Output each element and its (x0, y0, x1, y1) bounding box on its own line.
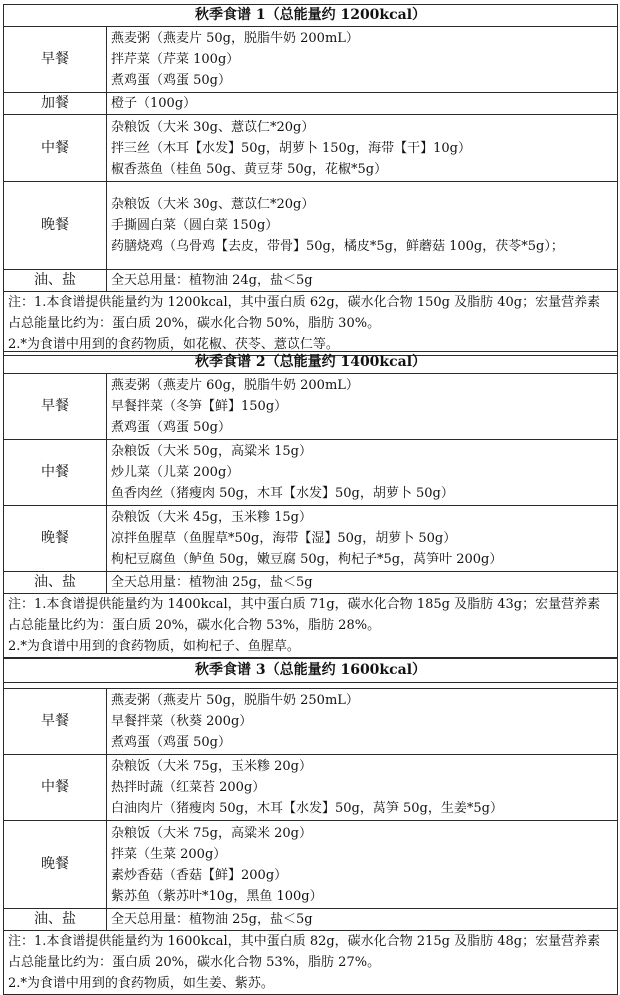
notes-row (4, 594, 618, 658)
meal-row-breakfast (4, 689, 618, 755)
meal-row-breakfast (4, 27, 618, 93)
meal-row-oil-salt (4, 572, 618, 594)
meal-row-oil-salt (4, 909, 618, 931)
meal-item: 枸杞豆腐鱼（鲈鱼 50g，嫩豆腐 50g，枸杞子*5g，莴笋叶 200g） (111, 552, 503, 567)
menu-table-3 (3, 658, 618, 995)
meal-item: 煮鸡蛋（鸡蛋 50g） (111, 73, 231, 88)
meal-item: 炒儿菜（儿菜 200g） (111, 465, 240, 480)
meal-item: 杂粮饭（大米 50g，高粱米 15g） (111, 444, 312, 459)
meal-items (107, 572, 618, 594)
meal-row-lunch (4, 755, 618, 821)
meal-item: 椒香蒸鱼（桂鱼 50g、黄豆芽 50g，花椒*5g） (111, 161, 388, 177)
meal-name: 晚餐 (4, 821, 107, 909)
meal-items (107, 755, 618, 821)
menu-table-2 (3, 351, 618, 658)
meal-item: 杂粮饭（大米 30g、薏苡仁*20g） (111, 197, 315, 212)
meal-name: 油、盐 (4, 572, 107, 594)
menu-title-row (4, 5, 618, 27)
note-line: 注：1.本食谱提供能量约为 1600kcal，其中蛋白质 82g，碳水化合物 215g 及脂肪 48g；宏量营养素占总能量比约为：蛋白质 20%，碳水化合物 53%，脂肪 27%。 (8, 934, 601, 970)
meal-items (107, 374, 618, 440)
meal-row-dinner (4, 821, 618, 909)
meal-item: 早餐拌菜（秋葵 200g） (111, 714, 253, 729)
meal-name: 油、盐 (4, 270, 107, 292)
meal-item: 橙子（100g） (111, 96, 197, 111)
notes-row (4, 292, 618, 356)
meal-item: 拌芹菜（芹菜 100g） (111, 52, 240, 67)
menu-table-1 (3, 4, 618, 356)
menu-notes (4, 594, 618, 658)
note-line: 2.*为食谱中用到的食药物质，如花椒、茯苓、薏苡仁等。 (8, 337, 339, 352)
meal-item: 煮鸡蛋（鸡蛋 50g） (111, 735, 231, 750)
meal-name: 早餐 (4, 27, 107, 93)
meal-name: 晚餐 (4, 182, 107, 270)
meal-name: 早餐 (4, 374, 107, 440)
meal-item: 煮鸡蛋（鸡蛋 50g） (111, 420, 231, 435)
meal-name: 中餐 (4, 440, 107, 506)
meal-item: 紫苏鱼（紫苏叶*10g，黑鱼 100g） (111, 888, 323, 904)
meal-items (107, 821, 618, 909)
meal-item: 杂粮饭（大米 30g、薏苡仁*20g） (111, 119, 315, 135)
meal-item: 药膳烧鸡（乌骨鸡【去皮，带骨】50g，橘皮*5g，鲜蘑菇 100g，茯苓*5g）； (111, 239, 564, 254)
meal-row-breakfast (4, 374, 618, 440)
meal-items (107, 909, 618, 931)
meal-item: 燕麦粥（燕麦片 50g，脱脂牛奶 200mL） (111, 31, 359, 46)
meal-name: 晚餐 (4, 506, 107, 572)
meal-item: 全天总用量：植物油 24g，盐＜5g (111, 273, 313, 288)
meal-items (107, 27, 618, 93)
menu-title: 秋季食谱 2（总能量约 1400kcal） (4, 352, 618, 374)
meal-item: 全天总用量：植物油 25g，盐＜5g (111, 912, 313, 927)
notes-row (4, 931, 618, 995)
meal-item: 杂粮饭（大米 75g，玉米糁 20g） (111, 759, 312, 774)
meal-row-dinner (4, 182, 618, 270)
meal-row-snack (4, 93, 618, 115)
menu-title-row (4, 659, 618, 683)
meal-item: 早餐拌菜（冬笋【鲜】150g） (111, 399, 288, 414)
meal-item: 拌三丝（木耳【水发】50g，胡萝卜 150g，海带【干】10g） (111, 140, 471, 156)
meal-items (107, 440, 618, 506)
meal-item: 凉拌鱼腥草（鱼腥草*50g，海带【湿】50g，胡萝卜 50g） (111, 531, 457, 546)
meal-item: 鱼香肉丝（猪瘦肉 50g，木耳【水发】50g，胡萝卜 50g） (111, 486, 454, 501)
note-line: 注：1.本食谱提供能量约为 1200kcal，其中蛋白质 62g，碳水化合物 150g 及脂肪 40g；宏量营养素占总能量比约为：蛋白质 20%，碳水化合物 50%，脂肪 30%。 (8, 295, 601, 331)
note-line: 2.*为食谱中用到的食药物质，如枸杞子、鱼腥草。 (8, 639, 300, 654)
meal-item: 全天总用量：植物油 25g，盐＜5g (111, 575, 313, 590)
menu-notes (4, 931, 618, 995)
menu-title: 秋季食谱 1（总能量约 1200kcal） (4, 5, 618, 27)
meal-row-lunch (4, 440, 618, 506)
meal-name: 加餐 (4, 93, 107, 115)
meal-item: 白油肉片（猪瘦肉 50g，木耳【水发】50g，莴笋 50g，生姜*5g） (111, 801, 503, 816)
meal-items (107, 93, 618, 115)
meal-items (107, 689, 618, 755)
meal-name: 早餐 (4, 689, 107, 755)
meal-name: 中餐 (4, 755, 107, 821)
menu-title: 秋季食谱 3（总能量约 1600kcal） (4, 659, 618, 683)
meal-item: 拌菜（生菜 200g） (111, 846, 227, 862)
meal-item: 热拌时蔬（红菜苔 200g） (111, 780, 266, 795)
meal-item: 杂粮饭（大米 75g，高粱米 20g） (111, 825, 312, 841)
menu-notes (4, 292, 618, 356)
meal-name: 油、盐 (4, 909, 107, 931)
menu-title-row (4, 352, 618, 374)
meal-item: 杂粮饭（大米 45g，玉米糁 15g） (111, 510, 312, 525)
note-line: 注：1.本食谱提供能量约为 1400kcal，其中蛋白质 71g，碳水化合物 185g 及脂肪 43g；宏量营养素占总能量比约为：蛋白质 20%，碳水化合物 53%，脂肪 28%。 (8, 597, 601, 633)
meal-items (107, 506, 618, 572)
meal-row-lunch (4, 115, 618, 182)
note-line: 2.*为食谱中用到的食药物质，如生姜、紫苏。 (8, 976, 274, 991)
meal-item: 燕麦粥（燕麦片 60g，脱脂牛奶 200mL） (111, 378, 359, 393)
meal-item: 手撕圆白菜（圆白菜 150g） (111, 218, 279, 233)
meal-items (107, 182, 618, 270)
meal-items (107, 270, 618, 292)
meal-item: 素炒香菇（香菇【鲜】200g） (111, 867, 288, 883)
meal-item: 燕麦粥（燕麦片 50g，脱脂牛奶 250mL） (111, 693, 359, 708)
meal-row-oil-salt (4, 270, 618, 292)
meal-name: 中餐 (4, 115, 107, 182)
meal-items (107, 115, 618, 182)
meal-row-dinner (4, 506, 618, 572)
